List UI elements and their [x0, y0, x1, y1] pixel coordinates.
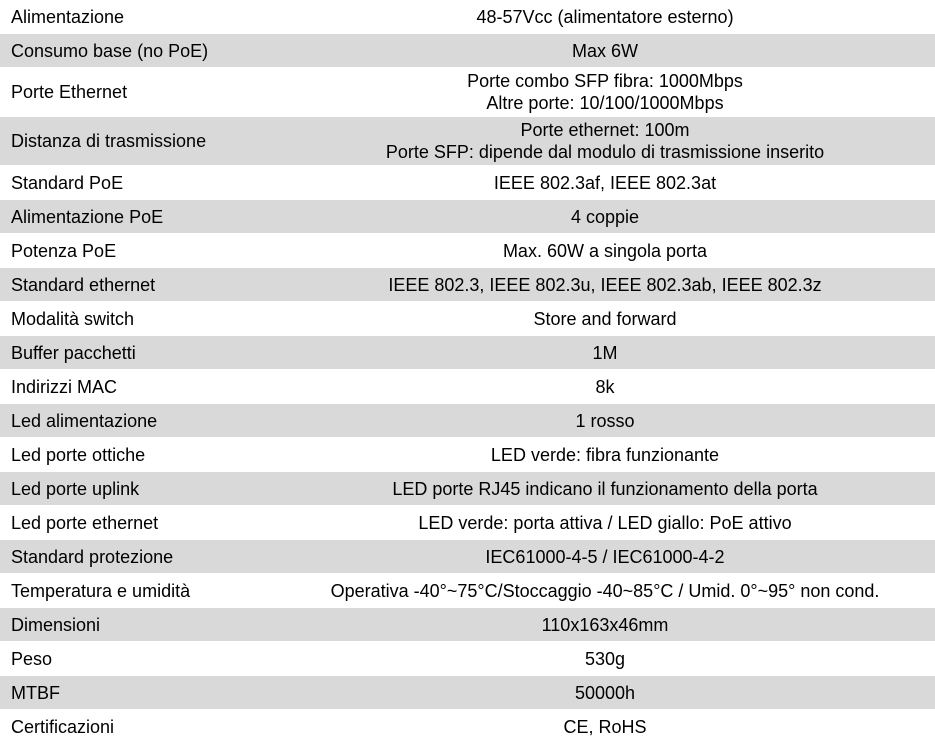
- spec-value: [275, 240, 935, 262]
- spec-value-line: LED verde: fibra funzionante: [490, 444, 720, 465]
- spec-value: [275, 6, 935, 28]
- spec-label: Led porte ethernet: [11, 512, 159, 533]
- spec-value: [275, 119, 935, 163]
- spec-value: [275, 716, 935, 738]
- spec-row: [0, 404, 935, 438]
- spec-label: Alimentazione: [11, 6, 125, 27]
- spec-label: Certificazioni: [11, 716, 115, 737]
- spec-value-line: 1 rosso: [575, 410, 635, 431]
- spec-label: Buffer pacchetti: [11, 342, 136, 363]
- spec-label: Modalità switch: [11, 308, 135, 329]
- spec-value-line: CE, RoHS: [563, 716, 647, 737]
- spec-row: [0, 234, 935, 268]
- spec-label: Indirizzi MAC: [11, 376, 118, 397]
- spec-label: MTBF: [11, 682, 60, 703]
- spec-row: [0, 200, 935, 234]
- spec-label: Consumo base (no PoE): [11, 40, 209, 61]
- spec-value-line: Operativa -40°~75°C/Stoccaggio -40~85°C / Umid. 0°~95° non cond.: [330, 580, 880, 601]
- spec-value-line: Max. 60W a singola porta: [502, 240, 708, 261]
- spec-value: [275, 206, 935, 228]
- spec-row: [0, 676, 935, 710]
- spec-row: [0, 268, 935, 302]
- spec-label: Porte Ethernet: [11, 82, 128, 102]
- spec-row: [0, 370, 935, 404]
- spec-value-line: IEEE 802.3, IEEE 802.3u, IEEE 802.3ab, IEEE 802.3z: [388, 274, 822, 295]
- spec-value: [275, 580, 935, 602]
- spec-row: [0, 472, 935, 506]
- spec-label: Standard PoE: [11, 172, 124, 193]
- spec-row: [0, 540, 935, 574]
- spec-row: [0, 34, 935, 68]
- spec-value-line: 530g: [584, 648, 626, 669]
- spec-row: [0, 68, 935, 117]
- spec-value: [275, 342, 935, 364]
- spec-label: Peso: [11, 648, 53, 669]
- spec-row: [0, 336, 935, 370]
- spec-value: [275, 648, 935, 670]
- spec-row: [0, 710, 935, 744]
- spec-value-line: 48-57Vcc (alimentatore esterno): [476, 6, 734, 27]
- spec-value: [275, 682, 935, 704]
- spec-value-line: Porte combo SFP fibra: 1000Mbps: [467, 71, 743, 91]
- spec-value-line: Max 6W: [571, 40, 638, 61]
- spec-value: [275, 274, 935, 296]
- spec-value: [275, 614, 935, 636]
- spec-value-line: Porte ethernet: 100m: [520, 120, 690, 140]
- spec-value: [275, 172, 935, 194]
- spec-value: [275, 444, 935, 466]
- spec-value-line: 50000h: [574, 682, 636, 703]
- spec-value-line: Store and forward: [533, 308, 677, 329]
- spec-value: [275, 478, 935, 500]
- spec-label: Potenza PoE: [11, 240, 117, 261]
- spec-value-line: IEC61000-4-5 / IEC61000-4-2: [485, 546, 725, 567]
- spec-label: Dimensioni: [11, 614, 101, 635]
- spec-value: [275, 70, 935, 114]
- spec-value: [275, 512, 935, 534]
- spec-value: [275, 546, 935, 568]
- spec-label: Standard ethernet: [11, 274, 156, 295]
- spec-value-line: IEEE 802.3af, IEEE 802.3at: [493, 172, 717, 193]
- spec-row: [0, 0, 935, 34]
- spec-row: [0, 117, 935, 166]
- spec-row: [0, 302, 935, 336]
- spec-value-line: 1M: [592, 342, 618, 363]
- spec-value-line: 8k: [595, 376, 615, 397]
- spec-row: [0, 642, 935, 676]
- spec-label: Led porte ottiche: [11, 444, 146, 465]
- spec-value: [275, 40, 935, 62]
- spec-label: Temperatura e umidità: [11, 580, 191, 601]
- spec-value-line: LED verde: porta attiva / LED giallo: PoE attivo: [418, 512, 792, 533]
- spec-row: [0, 438, 935, 472]
- spec-value-line: Altre porte: 10/100/1000Mbps: [486, 93, 724, 113]
- spec-value-line: 4 coppie: [570, 206, 640, 227]
- spec-value-line: Porte SFP: dipende dal modulo di trasmissione inserito: [385, 142, 825, 162]
- spec-label: Led porte uplink: [11, 478, 140, 499]
- spec-value: [275, 308, 935, 330]
- spec-row: [0, 506, 935, 540]
- spec-row: [0, 608, 935, 642]
- spec-value-line: 110x163x46mm: [541, 614, 669, 635]
- spec-value: [275, 410, 935, 432]
- spec-label: Led alimentazione: [11, 410, 158, 431]
- spec-label: Alimentazione PoE: [11, 206, 164, 227]
- spec-value-line: LED porte RJ45 indicano il funzionamento della porta: [392, 478, 818, 499]
- spec-label: Standard protezione: [11, 546, 174, 567]
- spec-value: [275, 376, 935, 398]
- spec-row: [0, 166, 935, 200]
- spec-row: [0, 574, 935, 608]
- spec-label: Distanza di trasmissione: [11, 131, 207, 151]
